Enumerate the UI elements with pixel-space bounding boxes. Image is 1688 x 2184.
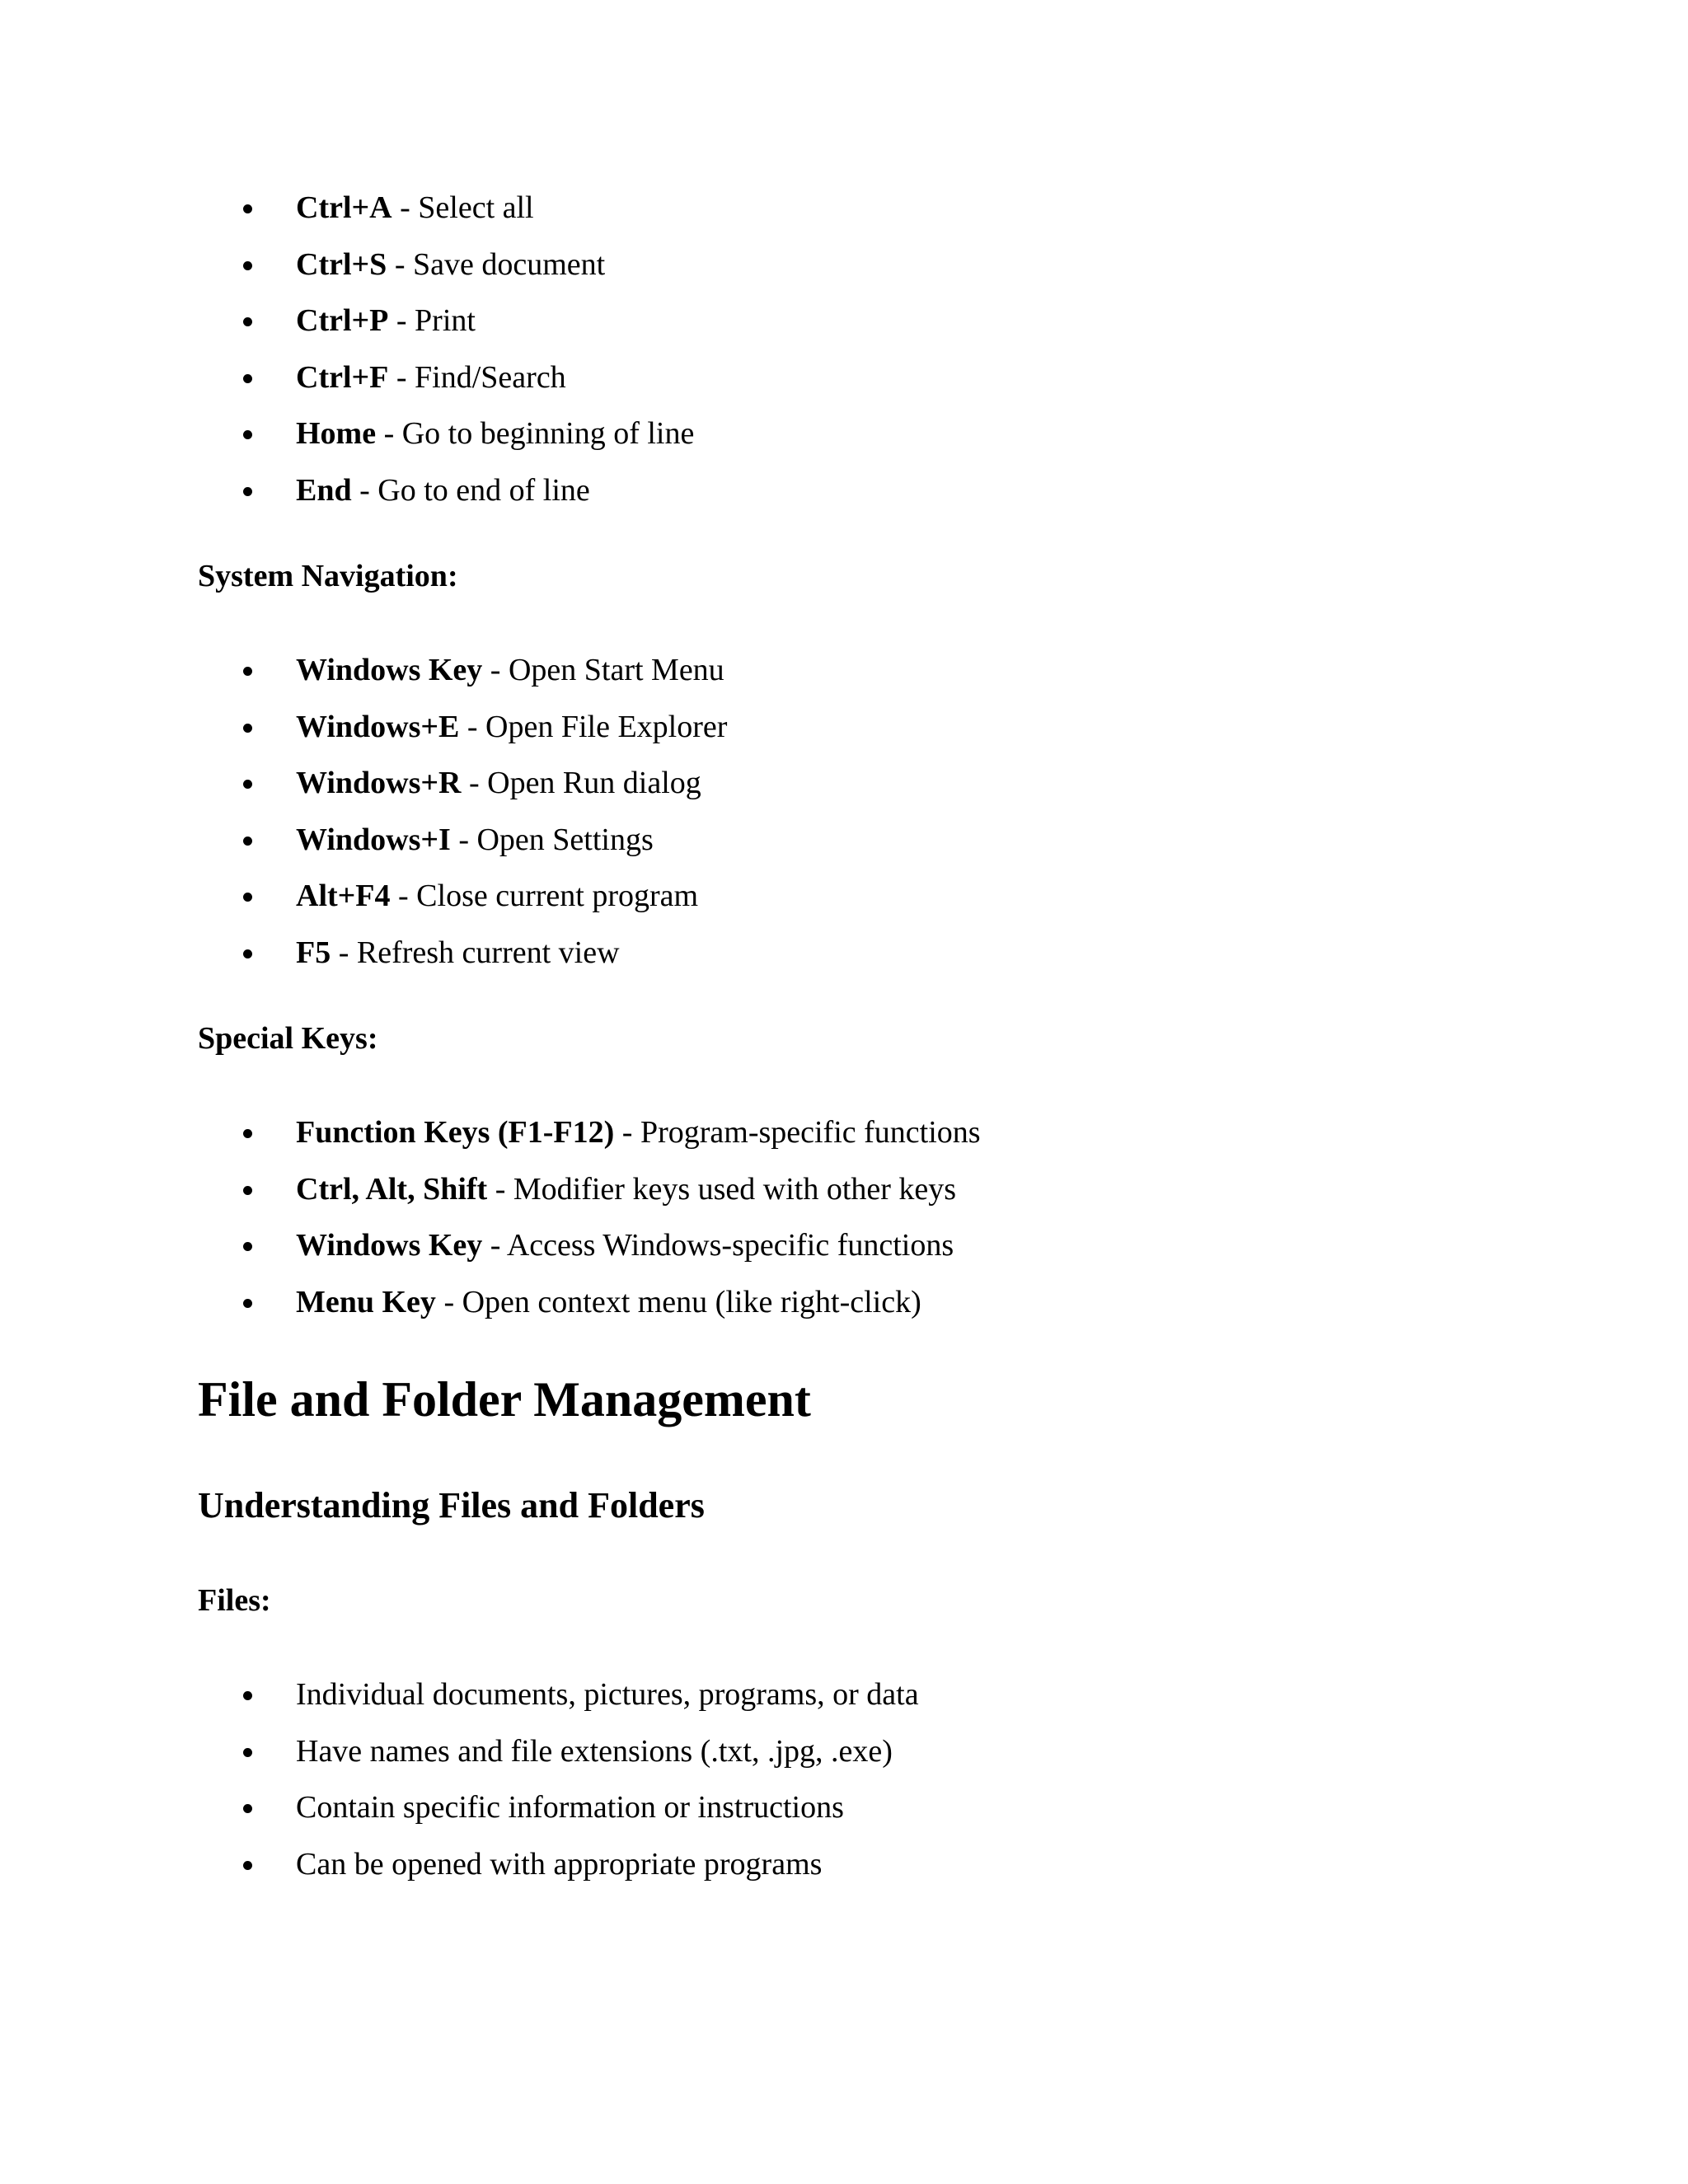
shortcut-key: F5 (296, 935, 331, 970)
list-item-text: Individual documents, pictures, programs, or data (296, 1677, 919, 1712)
shortcut-key: Windows Key (296, 653, 483, 687)
shortcut-desc: - Go to beginning of line (376, 416, 695, 451)
list-item (198, 1779, 1484, 1836)
shortcut-key: Ctrl+F (296, 359, 389, 395)
shortcut-desc: - Access Windows-specific functions (482, 1228, 954, 1263)
bullet-icon (243, 1691, 252, 1700)
bullet-icon (243, 204, 252, 213)
bullet-icon (243, 1748, 252, 1757)
list-item (198, 699, 1484, 756)
bullet-icon (243, 1804, 252, 1813)
shortcut-desc: - Select all (392, 190, 534, 225)
files-list (198, 1666, 1484, 1892)
list-item (198, 868, 1484, 925)
subheading-understanding-files-folders: Understanding Files and Folders (198, 1485, 705, 1526)
list-item (198, 180, 1484, 237)
shortcut-desc: - Program-specific functions (614, 1115, 981, 1150)
bullet-icon (243, 949, 252, 958)
section-label-files: Files: (198, 1583, 271, 1618)
list-item (198, 349, 1484, 406)
shortcut-desc: - Open Settings (450, 822, 654, 857)
shortcut-desc: - Open Run dialog (461, 766, 701, 800)
shortcut-key: Windows+I (296, 822, 451, 857)
section-label-special-keys: Special Keys: (198, 1021, 378, 1056)
shortcut-key: Windows+E (296, 709, 460, 744)
list-item (198, 1723, 1484, 1780)
shortcut-key: End (296, 472, 352, 508)
heading-file-folder-management: File and Folder Management (198, 1372, 811, 1427)
bullet-icon (243, 1186, 252, 1195)
list-item (198, 1836, 1484, 1893)
shortcut-desc: - Find/Search (388, 359, 566, 395)
bullet-icon (243, 374, 252, 383)
shortcut-key: Ctrl, Alt, Shift (296, 1171, 488, 1207)
shortcut-key: Windows+R (296, 766, 462, 800)
list-item (198, 925, 1484, 982)
shortcut-desc: - Open File Explorer (459, 709, 728, 744)
shortcut-key: Home (296, 416, 377, 451)
shortcut-desc: - Print (388, 303, 476, 338)
shortcut-key: Ctrl+S (296, 246, 387, 282)
shortcut-list-system-navigation (198, 642, 1484, 981)
list-item (198, 462, 1484, 519)
list-item (198, 405, 1484, 462)
bullet-icon (243, 261, 252, 270)
bullet-icon (243, 893, 252, 902)
shortcut-desc: - Modifier keys used with other keys (487, 1171, 957, 1207)
shortcut-desc: - Save document (387, 246, 606, 282)
bullet-icon (243, 317, 252, 326)
bullet-icon (243, 837, 252, 846)
shortcut-desc: - Open Start Menu (482, 653, 724, 687)
shortcut-list-special-keys (198, 1104, 1484, 1330)
list-item (198, 293, 1484, 349)
shortcut-key: Alt+F4 (296, 879, 391, 913)
shortcut-desc: - Close current program (390, 879, 699, 913)
shortcut-desc: - Open context menu (like right-click) (435, 1284, 921, 1319)
list-item (198, 1666, 1484, 1723)
list-item (198, 237, 1484, 293)
bullet-icon (243, 1242, 252, 1251)
bullet-icon (243, 1299, 252, 1308)
shortcut-key: Function Keys (F1-F12) (296, 1115, 615, 1150)
list-item-text: Contain specific information or instructions (296, 1790, 844, 1825)
shortcut-key: Menu Key (296, 1284, 436, 1319)
list-item (198, 1161, 1484, 1218)
list-item-text: Can be opened with appropriate programs (296, 1846, 823, 1882)
shortcut-desc: - Refresh current view (331, 935, 620, 970)
bullet-icon (243, 780, 252, 789)
bullet-icon (243, 667, 252, 676)
bullet-icon (243, 430, 252, 439)
list-item (198, 1104, 1484, 1161)
shortcut-list-general (198, 180, 1484, 518)
list-item (198, 1217, 1484, 1274)
bullet-icon (243, 1129, 252, 1138)
shortcut-desc: - Go to end of line (351, 472, 590, 508)
list-item (198, 1274, 1484, 1331)
bullet-icon (243, 1861, 252, 1870)
list-item (198, 642, 1484, 699)
list-item (198, 812, 1484, 869)
bullet-icon (243, 724, 252, 733)
bullet-icon (243, 487, 252, 496)
shortcut-key: Windows Key (296, 1228, 483, 1263)
shortcut-key: Ctrl+A (296, 190, 392, 225)
shortcut-key: Ctrl+P (296, 303, 389, 338)
list-item-text: Have names and file extensions (.txt, .jpg, .exe) (296, 1733, 893, 1769)
list-item (198, 755, 1484, 812)
section-label-system-navigation: System Navigation: (198, 559, 458, 593)
document-page (198, 180, 1484, 1892)
